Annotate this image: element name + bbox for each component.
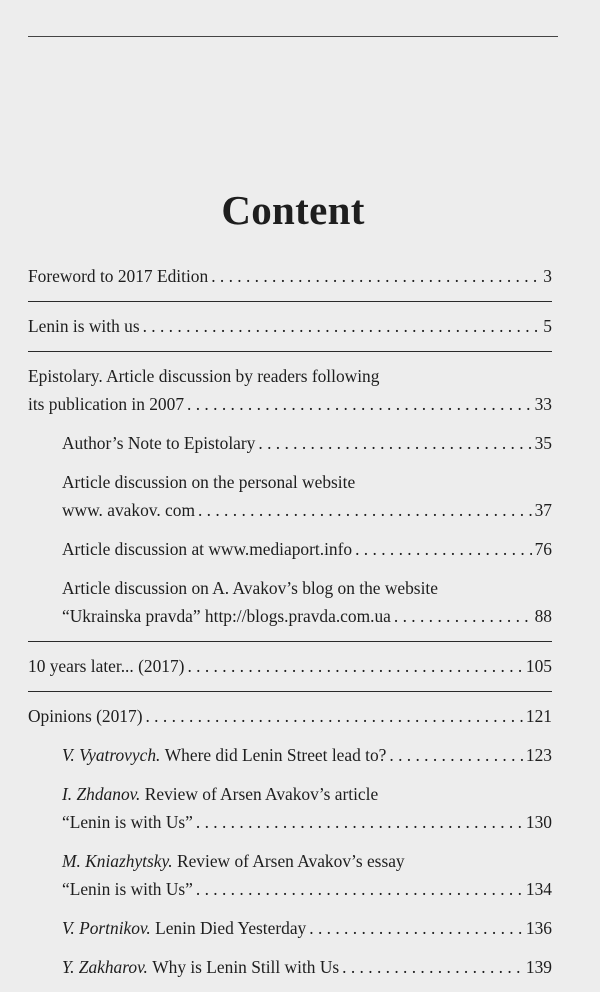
toc-page-number: 88	[534, 606, 552, 626]
page-title: Content	[221, 187, 365, 233]
divider	[28, 641, 552, 642]
toc-page-number: 130	[525, 812, 552, 832]
toc-entry-zhdanov[interactable]	[28, 780, 552, 836]
toc-entry-title: Review of Arsen Avakov’s essay	[176, 851, 405, 871]
toc-page-number: 139	[525, 957, 552, 977]
toc-page-number: 121	[525, 706, 552, 726]
toc-entry-portnikov[interactable]	[28, 914, 552, 942]
leader-dots	[196, 808, 523, 836]
toc-entry-title: Author’s Note to Epistolary	[62, 433, 256, 453]
toc-page-number: 37	[534, 500, 552, 520]
toc-page-number: 76	[534, 539, 552, 559]
leader-dots	[143, 312, 541, 340]
toc-entry-title: Lenin is with us	[28, 316, 140, 336]
toc-entry-pravda-blog[interactable]	[28, 574, 552, 630]
toc-entry-lenin-is-with-us[interactable]	[28, 312, 552, 340]
toc-page-number: 35	[534, 433, 552, 453]
leader-dots	[187, 652, 522, 680]
toc-entry-title-cont: “Lenin is with Us”	[62, 879, 193, 899]
toc-entry-title: Opinions (2017)	[28, 706, 143, 726]
toc-entry-title: Article discussion at www.mediaport.info	[62, 539, 353, 559]
toc-entry-opinions[interactable]	[28, 702, 552, 730]
toc-page-number: 105	[525, 656, 552, 676]
divider	[28, 301, 552, 302]
leader-dots	[394, 602, 532, 630]
table-of-contents	[28, 262, 552, 992]
toc-entry-title-cont: www. avakov. com	[62, 500, 195, 520]
leader-dots	[187, 390, 532, 418]
toc-entry-title-cont: “Lenin is with Us”	[62, 812, 193, 832]
toc-entry-kniazhytsky[interactable]	[28, 847, 552, 903]
toc-page-number: 5	[543, 316, 552, 336]
toc-entry-title: Foreword to 2017 Edition	[28, 266, 209, 286]
toc-entry-title: 10 years later... (2017)	[28, 656, 185, 676]
toc-entry-10-years-later[interactable]	[28, 652, 552, 680]
leader-dots	[198, 496, 532, 524]
leader-dots	[258, 429, 531, 457]
toc-entry-vyatrovych[interactable]	[28, 741, 552, 769]
toc-page-number: 134	[525, 879, 552, 899]
toc-entry-title: Article discussion on A. Avakov’s blog on the website	[62, 578, 438, 598]
toc-entry-zakharov[interactable]	[28, 953, 552, 981]
leader-dots	[211, 262, 540, 290]
toc-entry-epistolary[interactable]	[28, 362, 552, 418]
toc-page-number: 123	[525, 745, 552, 765]
toc-entry-mediaport[interactable]	[28, 535, 552, 563]
divider	[28, 691, 552, 692]
toc-page-number: 33	[534, 394, 552, 414]
toc-entry-foreword[interactable]	[28, 262, 552, 290]
leader-dots	[309, 914, 523, 942]
toc-entry-title: Epistolary. Article discussion by readers following	[28, 366, 380, 386]
toc-entry-title-cont: its publication in 2007	[28, 394, 185, 414]
toc-page-number: 136	[525, 918, 552, 938]
toc-entry-title: Where did Lenin Street lead to?	[164, 745, 387, 765]
toc-entry-author: I. Zhdanov.	[62, 784, 141, 804]
toc-entry-title: Why is Lenin Still with Us	[152, 957, 340, 977]
divider	[28, 351, 552, 352]
toc-page-number: 3	[543, 266, 552, 286]
toc-entry-author: V. Portnikov.	[62, 918, 151, 938]
toc-entry-authors-note[interactable]	[28, 429, 552, 457]
leader-dots	[389, 741, 523, 769]
toc-entry-author: M. Kniazhytsky.	[62, 851, 173, 871]
top-rule	[28, 36, 558, 37]
leader-dots	[342, 953, 523, 981]
leader-dots	[145, 702, 522, 730]
leader-dots	[196, 875, 523, 903]
toc-entry-title: Article discussion on the personal website	[62, 472, 356, 492]
toc-entry-avakov-com[interactable]	[28, 468, 552, 524]
toc-entry-author: V. Vyatrovych.	[62, 745, 161, 765]
toc-entry-author: Y. Zakharov.	[62, 957, 148, 977]
leader-dots	[355, 535, 532, 563]
toc-entry-title: Review of Arsen Avakov’s article	[144, 784, 379, 804]
toc-entry-title: Lenin Died Yesterday	[155, 918, 307, 938]
toc-entry-title-cont: “Ukrainska pravda” http://blogs.pravda.com.ua	[62, 606, 391, 626]
